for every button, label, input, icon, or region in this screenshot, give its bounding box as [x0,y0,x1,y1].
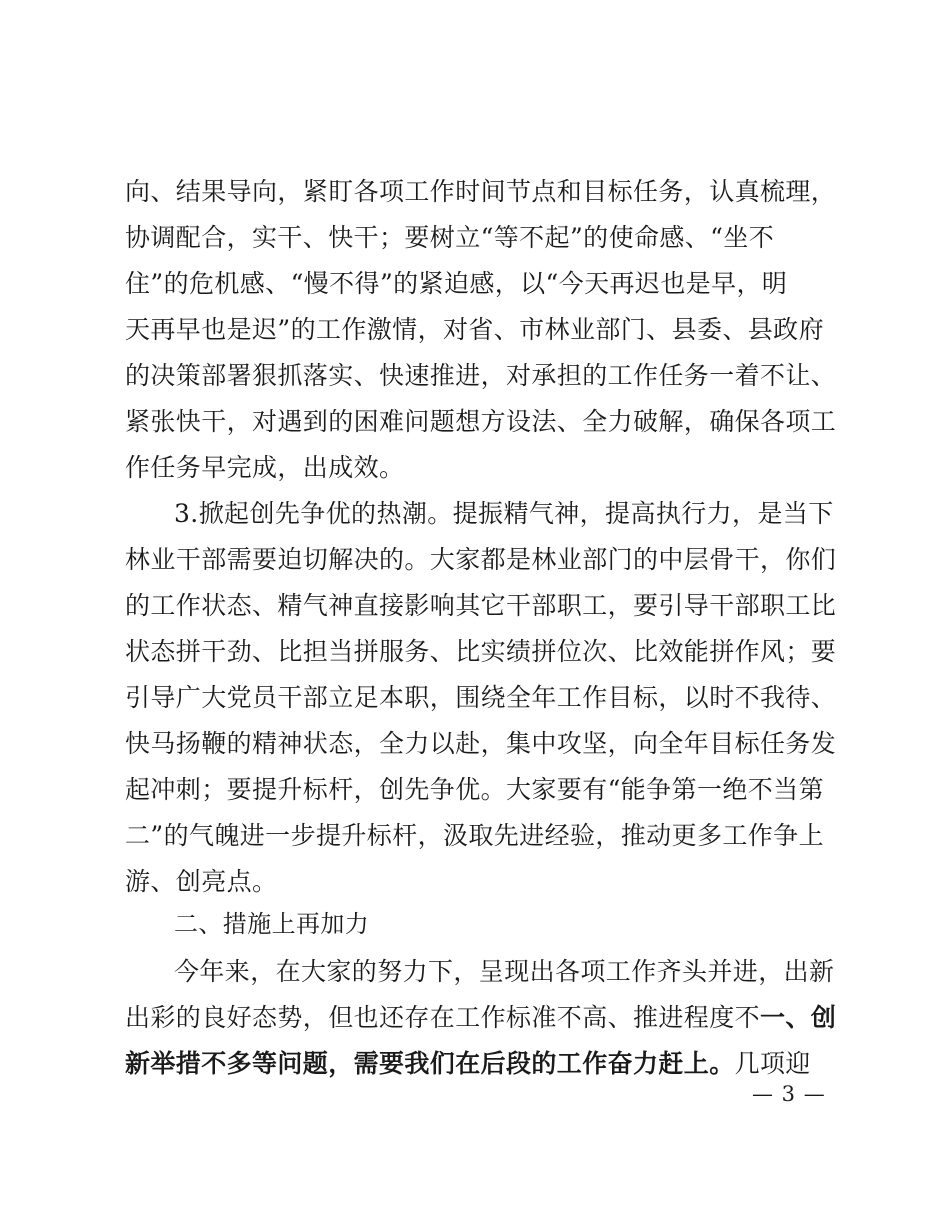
paragraph-line: 二”的气魄进一步提升标杆，汲取先进经验，推动更多工作争上 [125,821,824,850]
paragraph-line: 协调配合，实干、快干；要树立“等不起”的使命感、“坐不 [125,223,775,252]
paragraph-line [125,1002,845,1034]
paragraph-line: 3.掀起创先争优的热潮。提振精气神，提高执行力，是当下 [174,499,834,528]
paragraph-line: 住”的危机感、“慢不得”的紧迫感，以“今天再迟也是早，明 [125,269,788,298]
paragraph-text: 几项迎 [734,1049,811,1078]
paragraph-line: 向、结果导向，紧盯各项工作时间节点和目标任务，认真梳理， [125,177,837,206]
paragraph-bold-text: 一、创 [760,1003,837,1032]
paragraph-line [125,1048,845,1080]
paragraph-line: 作任务早完成，出成效。 [125,453,405,482]
paragraph-line: 的决策部署狠抓落实、快速推进，对承担的工作任务一着不让、 [125,361,837,390]
paragraph-line: 紧张快干，对遇到的困难问题想方设法、全力破解，确保各项工 [125,407,837,436]
paragraph-line: 的工作状态、精气神直接影响其它干部职工，要引导干部职工比 [125,591,837,620]
paragraph-line: 天再早也是迟”的工作激情，对省、市林业部门、县委、县政府 [125,315,824,344]
paragraph-line: 引导广大党员干部立足本职，围绕全年工作目标，以时不我待、 [125,683,837,712]
paragraph-text: 出彩的良好态势，但也还存在工作标准不高、推进程度不 [125,1003,761,1032]
section-heading: 二、措施上再加力 [174,910,370,938]
paragraph-line: 今年来，在大家的努力下，呈现出各项工作齐头并进，出新 [174,957,835,986]
paragraph-bold-text: 新举措不多等问题，需要我们在后段的工作奋力赶上。 [125,1049,735,1078]
paragraph-line: 快马扬鞭的精神状态，全力以赴，集中攻坚，向全年目标任务发 [125,729,837,758]
paragraph-line: 林业干部需要迫切解决的。大家都是林业部门的中层骨干，你们 [125,545,837,574]
paragraph-line: 状态拼干劲、比担当拼服务、比实绩拼位次、比效能拼作风；要 [125,637,837,666]
page-number: — 3 — [752,1082,826,1106]
paragraph-line: 起冲刺；要提升标杆，创先争优。大家要有“能争第一绝不当第 [125,775,824,804]
paragraph-line: 游、创亮点。 [125,867,278,896]
